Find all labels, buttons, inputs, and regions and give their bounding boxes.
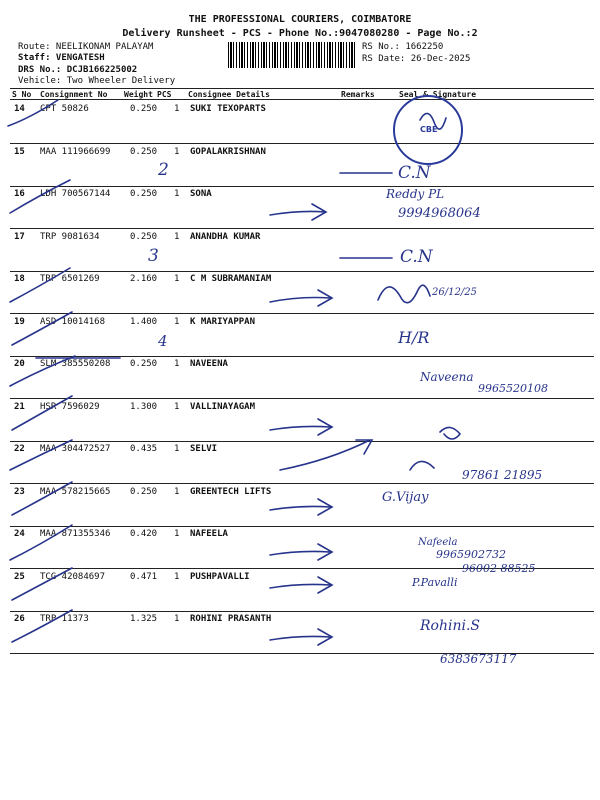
row-weight: 0.471 — [130, 572, 158, 582]
row-sno: 14 — [14, 104, 25, 114]
hw-sig-24: Nafeela — [418, 537, 458, 548]
hw-name-16: Reddy PL — [386, 187, 445, 201]
arrow-25 — [270, 577, 332, 593]
row-consignment: MAA 304472527 — [40, 444, 111, 454]
row-consignment: TCG 42084697 — [40, 572, 106, 582]
staff: Staff: VENGATESH — [18, 53, 105, 63]
row-pcs: 1 — [174, 317, 180, 327]
strike-18 — [10, 268, 70, 302]
row-consignment: LDH 700567144 — [40, 189, 111, 199]
row-sno: 18 — [14, 274, 25, 284]
row-weight: 0.250 — [130, 189, 158, 199]
hw-phone-25b: 96002 88525 — [462, 562, 536, 575]
row-sno: 23 — [14, 487, 25, 497]
row-pcs: 1 — [174, 359, 180, 369]
row-weight: 0.435 — [130, 444, 158, 454]
drs-number: DRS No.: DCJB166225002 — [18, 65, 138, 75]
row-sno: 21 — [14, 402, 25, 412]
scribble-21 — [440, 427, 460, 439]
strike-25 — [12, 568, 72, 600]
strike-21 — [12, 396, 72, 430]
row-weight: 0.420 — [130, 529, 158, 539]
row-pcs: 1 — [174, 104, 180, 114]
signature-18 — [378, 285, 430, 303]
arrow-24 — [270, 544, 332, 560]
row-sno: 26 — [14, 614, 25, 624]
hw-name-20: Naveena — [420, 370, 474, 384]
hw-phone-22: 97861 21895 — [462, 468, 543, 482]
row-consignment: TRP 6501269 — [40, 274, 100, 284]
col-seal: Seal & Signature — [399, 90, 477, 99]
col-pcs: PCS — [157, 90, 172, 99]
row-sno: 19 — [14, 317, 25, 327]
hw-cn-15: C.N — [398, 163, 431, 183]
row-consignment: MAA 578215665 — [40, 487, 111, 497]
scribble-22 — [410, 461, 434, 470]
rs-number: RS No.: 1662250 — [362, 42, 444, 52]
strike-20 — [10, 356, 75, 386]
hw-name-26: Rohini.S — [420, 618, 480, 634]
row-consignment: ASD 10014168 — [40, 317, 106, 327]
hw-phone-26: 6383673117 — [440, 652, 517, 666]
row-pcs: 1 — [174, 529, 180, 539]
row-weight: 0.250 — [130, 487, 158, 497]
row-sno: 17 — [14, 232, 25, 242]
row-sno: 20 — [14, 359, 25, 369]
strike-16 — [10, 180, 70, 213]
col-consignee: Consignee Details — [188, 90, 270, 99]
row-pcs: 1 — [174, 189, 180, 199]
row-consignment: MAA 871355346 — [40, 529, 111, 539]
company-title: THE PROFESSIONAL COURIERS, COIMBATORE — [188, 14, 412, 25]
row-consignee: PUSHPAVALLI — [190, 572, 250, 582]
row-consignee: GREENTECH LIFTS — [190, 487, 272, 497]
vehicle: Vehicle: Two Wheeler Delivery — [18, 76, 176, 86]
row-consignee: NAVEENA — [190, 359, 228, 369]
row-pcs: 1 — [174, 487, 180, 497]
row-sno: 22 — [14, 444, 25, 454]
row-pcs: 1 — [174, 274, 180, 284]
row-consignment: SLM 385550208 — [40, 359, 111, 369]
stamp-center: CBE — [420, 125, 438, 134]
row-pcs: 1 — [174, 402, 180, 412]
strike-24 — [10, 525, 72, 560]
strike-19 — [12, 312, 72, 345]
strike-14 — [8, 100, 58, 126]
hw-date-18: 26/12/25 — [432, 287, 477, 298]
row-consignee: SUKI TEXOPARTS — [190, 104, 266, 114]
row-consignment: MAA 111966699 — [40, 147, 111, 157]
row-pcs: 1 — [174, 147, 180, 157]
row-pcs: 1 — [174, 572, 180, 582]
row-sno: 15 — [14, 147, 25, 157]
row-pcs: 1 — [174, 614, 180, 624]
row-consignment: CPT 50826 — [40, 104, 89, 114]
seal-signature-14 — [420, 113, 446, 129]
hw-cn-17: C.N — [400, 247, 433, 267]
hw-sig-23: G.Vijay — [382, 490, 429, 505]
arrow-18 — [270, 290, 332, 306]
row-consignee: ROHINI PRASANTH — [190, 614, 272, 624]
row-consignee: SELVI — [190, 444, 218, 454]
row-consignment: TRP 9081634 — [40, 232, 100, 242]
row-weight: 1.400 — [130, 317, 158, 327]
row-consignee: GOPALAKRISHNAN — [190, 147, 266, 157]
hw-phone-20: 9965520108 — [478, 382, 548, 395]
row-consignee: C M SUBRAMANIAM — [190, 274, 272, 284]
route: Route: NEELIKONAM PALAYAM — [18, 42, 154, 52]
strike-23 — [12, 482, 72, 515]
row-sno: 25 — [14, 572, 25, 582]
row-weight: 1.325 — [130, 614, 158, 624]
hw-phone-16: 9994968064 — [398, 206, 481, 221]
row-consignment: HSR 7596029 — [40, 402, 100, 412]
hw-remark-19: H/R — [398, 328, 430, 347]
col-consignment: Consignment No — [40, 90, 108, 99]
row-weight: 0.250 — [130, 147, 158, 157]
row-weight: 2.160 — [130, 274, 158, 284]
row-consignee: NAFEELA — [190, 529, 228, 539]
row-sno: 16 — [14, 189, 25, 199]
rs-date: RS Date: 26-Dec-2025 — [362, 54, 471, 64]
row-weight: 0.250 — [130, 232, 158, 242]
row-sno: 24 — [14, 529, 25, 539]
hw-name-25: P.Pavalli — [412, 576, 458, 589]
arrow-21 — [270, 419, 332, 435]
hw-number-3: 3 — [148, 246, 159, 266]
strike-26 — [12, 610, 72, 642]
col-remarks: Remarks — [341, 90, 375, 99]
arrow-16 — [270, 204, 326, 220]
row-weight: 0.250 — [130, 104, 158, 114]
row-consignee: VALLINAYAGAM — [190, 402, 256, 412]
hw-number-4: 4 — [158, 332, 168, 350]
row-consignment: TRP 11373 — [40, 614, 89, 624]
row-consignee: ANANDHA KUMAR — [190, 232, 261, 242]
arrow-22 — [280, 440, 372, 470]
arrow-26 — [270, 629, 332, 645]
row-pcs: 1 — [174, 232, 180, 242]
hw-number-2: 2 — [158, 160, 169, 180]
strike-22 — [10, 440, 72, 470]
arrow-23 — [270, 499, 332, 515]
row-weight: 0.250 — [130, 359, 158, 369]
col-weight: Weight — [124, 90, 153, 99]
runsheet-subtitle: Delivery Runsheet - PCS - Phone No.:9047080280 - Page No.:2 — [122, 28, 478, 39]
row-pcs: 1 — [174, 444, 180, 454]
col-sno: S No — [12, 90, 32, 99]
hw-phone-25a: 9965902732 — [436, 548, 506, 561]
row-consignee: SONA — [190, 189, 212, 199]
row-consignee: K MARIYAPPAN — [190, 317, 256, 327]
row-weight: 1.300 — [130, 402, 158, 412]
